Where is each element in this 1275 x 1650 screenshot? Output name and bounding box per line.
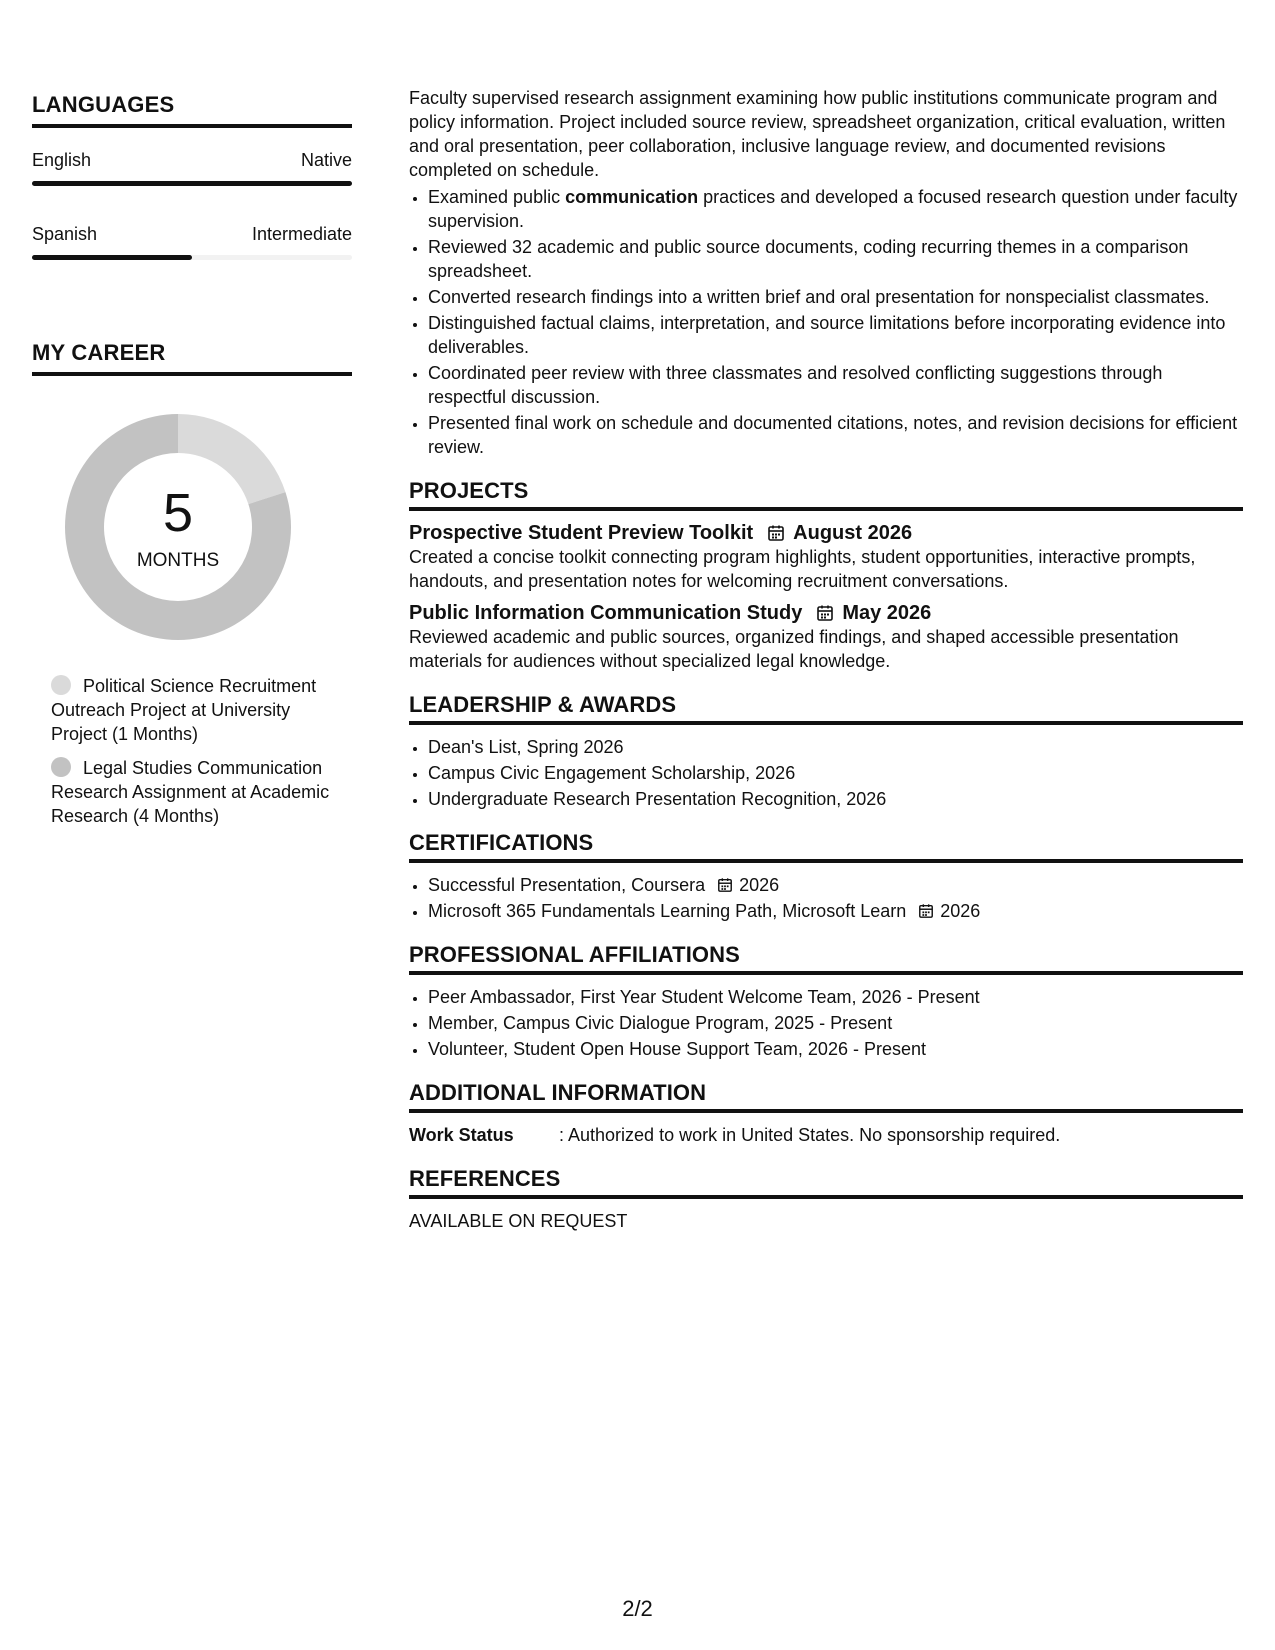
project-date-text: August 2026 bbox=[793, 522, 913, 544]
career-legend-text: Political Science Recruitment Outreach Project at University Project (1 Months) bbox=[51, 676, 317, 744]
left-column bbox=[32, 92, 352, 838]
calendar-icon bbox=[767, 524, 785, 542]
list-item bbox=[428, 899, 1243, 923]
list-item bbox=[428, 185, 1243, 233]
project-description: Reviewed academic and public sources, organized findings, and shaped accessible presentation materials for audiences without specialized legal knowledge. bbox=[409, 627, 1179, 671]
bullet-keyword: communication bbox=[565, 187, 699, 207]
leadership-heading: LEADERSHIP & AWARDS bbox=[409, 693, 1243, 725]
project-date bbox=[816, 601, 931, 625]
calendar-icon bbox=[717, 877, 733, 893]
bullet-text: Examined public bbox=[428, 187, 566, 207]
project-name: Prospective Student Preview Toolkit bbox=[409, 522, 754, 544]
career-legend-item bbox=[51, 674, 341, 746]
calendar-icon bbox=[816, 604, 834, 622]
certification-name: Microsoft 365 Fundamentals Learning Path, Microsoft Learn bbox=[428, 901, 907, 921]
certification-year: 2026 bbox=[940, 901, 981, 921]
certification-year: 2026 bbox=[739, 875, 780, 895]
career-legend-item bbox=[51, 756, 341, 828]
project-item bbox=[409, 601, 1243, 673]
list-item: • Presented final work on schedule and documented citations, notes, and revision decisions for efficient review. bbox=[428, 411, 1243, 459]
language-name: Spanish bbox=[32, 224, 98, 244]
language-level-bar bbox=[32, 181, 352, 186]
list-item: • Distinguished factual claims, interpretation, and source limitations before incorporating evidence into deliverables. bbox=[428, 311, 1243, 359]
career-heading: MY CAREER bbox=[32, 340, 352, 376]
career-total-value: 5 bbox=[162, 483, 194, 543]
calendar-icon bbox=[918, 903, 934, 919]
list-item: • Reviewed 32 academic and public source documents, coding recurring themes in a comparison spreadsheet. bbox=[428, 235, 1243, 283]
references-text: AVAILABLE ON REQUEST bbox=[409, 1211, 628, 1231]
list-item: • Peer Ambassador, First Year Student Welcome Team, 2026 - Present bbox=[428, 985, 1243, 1009]
language-item bbox=[32, 224, 352, 260]
career-donut-chart bbox=[65, 414, 291, 640]
projects-heading: PROJECTS bbox=[409, 479, 1243, 511]
language-level-fill bbox=[32, 181, 352, 186]
language-level-fill bbox=[32, 255, 192, 260]
affiliations-heading: PROFESSIONAL AFFILIATIONS bbox=[409, 943, 1243, 975]
list-item bbox=[428, 873, 1243, 897]
page-number: 2/2 bbox=[622, 1596, 653, 1621]
list-item: • Member, Campus Civic Dialogue Program, 2025 - Present bbox=[428, 1011, 1243, 1035]
affiliations-list bbox=[409, 985, 1243, 1061]
project-name: Public Information Communication Study bbox=[409, 602, 803, 624]
career-legend bbox=[51, 674, 341, 828]
list-item: • Dean's List, Spring 2026 bbox=[428, 735, 1243, 759]
career-total-label: MONTHS bbox=[136, 550, 220, 571]
legend-dot-icon bbox=[51, 757, 71, 777]
list-item: • Volunteer, Student Open House Support Team, 2026 - Present bbox=[428, 1037, 1243, 1061]
project-item bbox=[409, 521, 1243, 593]
certification-name: Successful Presentation, Coursera bbox=[428, 875, 706, 895]
list-item: • Converted research findings into a written brief and oral presentation for nonspecialist classmates. bbox=[428, 285, 1243, 309]
language-item bbox=[32, 150, 352, 186]
work-status-value: : Authorized to work in United States. No sponsorship required. bbox=[559, 1125, 1061, 1145]
experience-summary: Faculty supervised research assignment examining how public institutions communicate program and policy information. Project included source review, spreadsheet organization, critical evaluation, written and oral presentation, peer collaboration, inclusive language review, and documented revisions completed on schedule. bbox=[409, 88, 1226, 180]
bullet-text: practices and developed a focused research question under faculty supervision. bbox=[428, 187, 1238, 231]
leadership-list bbox=[409, 735, 1243, 811]
language-name: English bbox=[32, 150, 92, 170]
legend-dot-icon bbox=[51, 675, 71, 695]
work-status-row bbox=[409, 1123, 1243, 1147]
work-status-label: Work Status bbox=[409, 1125, 514, 1145]
certifications-list bbox=[409, 873, 1243, 923]
project-description: Created a concise toolkit connecting program highlights, student opportunities, interactive prompts, handouts, and presentation notes for welcoming recruitment conversations. bbox=[409, 547, 1196, 591]
language-level: Intermediate bbox=[251, 224, 352, 244]
list-item: • Coordinated peer review with three classmates and resolved conflicting suggestions through respectful discussion. bbox=[428, 361, 1243, 409]
list-item: • Campus Civic Engagement Scholarship, 2026 bbox=[428, 761, 1243, 785]
list-item: • Undergraduate Research Presentation Recognition, 2026 bbox=[428, 787, 1243, 811]
career-legend-text: Legal Studies Communication Research Assignment at Academic Research (4 Months) bbox=[51, 758, 330, 826]
additional-info-heading: ADDITIONAL INFORMATION bbox=[409, 1081, 1243, 1113]
languages-heading: LANGUAGES bbox=[32, 92, 352, 128]
right-column bbox=[409, 86, 1243, 1233]
project-date bbox=[767, 521, 912, 545]
language-level: Native bbox=[300, 150, 352, 170]
experience-bullets bbox=[409, 185, 1243, 459]
project-date-text: May 2026 bbox=[842, 602, 932, 624]
references-heading: REFERENCES bbox=[409, 1167, 1243, 1199]
certifications-heading: CERTIFICATIONS bbox=[409, 831, 1243, 863]
language-level-bar bbox=[32, 255, 352, 260]
